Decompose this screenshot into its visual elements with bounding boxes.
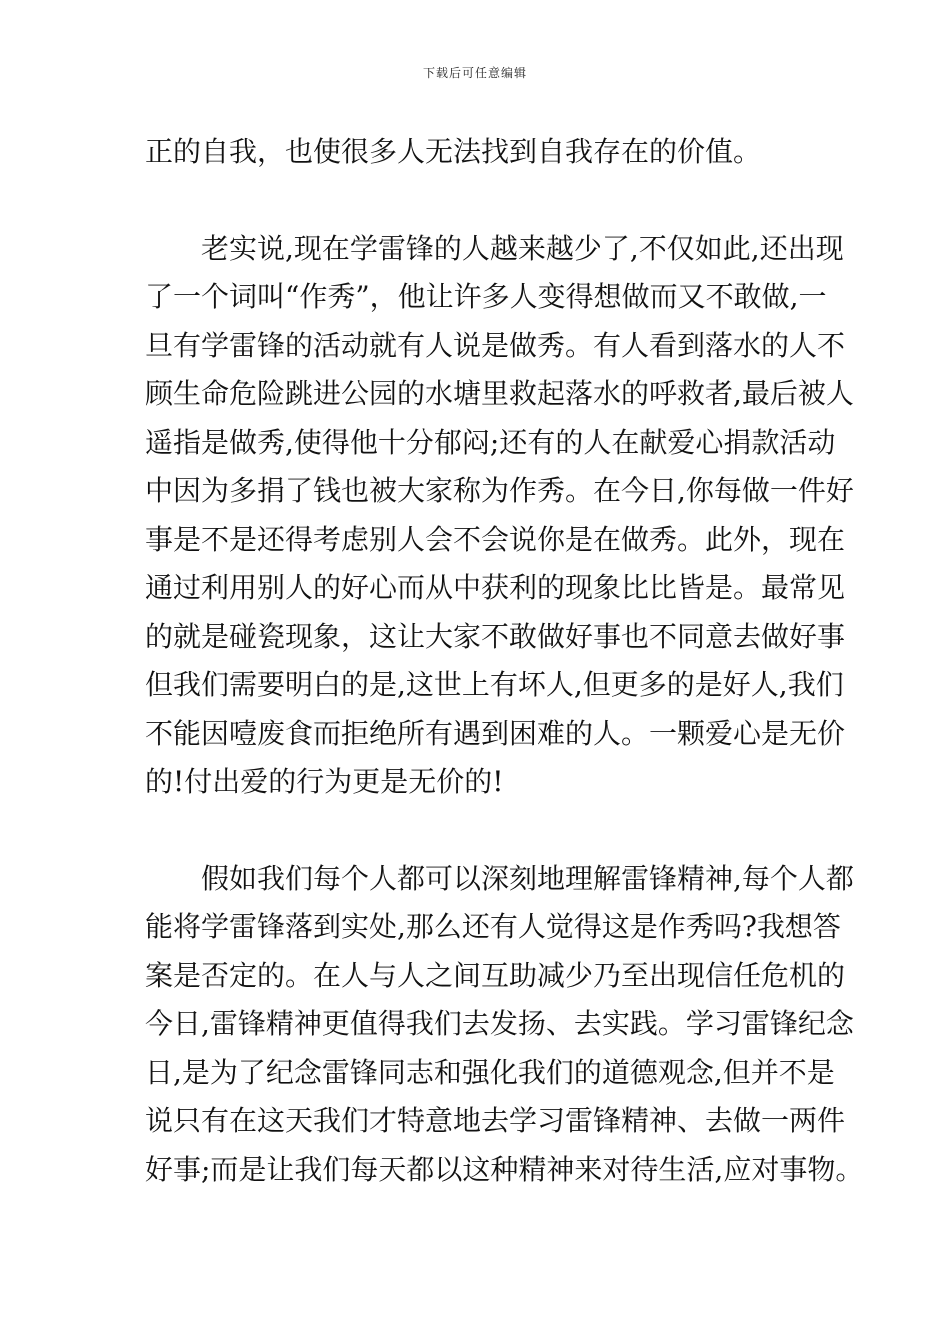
text-line: 今日,雷锋精神更值得我们去发扬、去实践。学习雷锋纪念 (145, 1007, 854, 1040)
document-body (145, 128, 864, 1194)
text-line: 不能因噎废食而拒绝所有遇到困难的人。一颗爱心是无价 (145, 716, 846, 750)
text-line: 正的自我，也使很多人无法找到自我存在的价值。 (145, 135, 762, 168)
text-line: 但我们需要明白的是,这世上有坏人,但更多的是好人,我们 (145, 668, 844, 701)
text-line: 案是否定的。在人与人之间互助减少乃至出现信任危机的 (145, 958, 846, 992)
text-line: 中因为多捐了钱也被大家称为作秀。在今日,你每做一件好 (145, 474, 854, 507)
text-line: 遥指是做秀,使得他十分郁闷;还有的人在献爱心捐款活动 (145, 425, 836, 459)
text-line: 好事;而是让我们每天都以这种精神来对待生活,应对事物。 (145, 1152, 864, 1186)
text-line: 老实说,现在学雷锋的人越来越少了,不仅如此,还出现 (145, 231, 844, 265)
paragraph-gap (145, 807, 825, 855)
text-line: 说只有在这天我们才特意地去学习雷锋精神、去做一两件 (145, 1104, 846, 1137)
text-line: 顾生命危险跳进公园的水塘里救起落水的呼救者,最后被人 (145, 377, 854, 410)
text-line: 事是不是还得考虑别人会不会说你是在做秀。此外，现在 (145, 522, 846, 556)
text-line: 日,是为了纪念雷锋同志和强化我们的道德观念,但并不是 (145, 1055, 835, 1089)
text-line: 旦有学雷锋的活动就有人说是做秀。有人看到落水的人不 (145, 328, 846, 362)
text-line: 能将学雷锋落到实处,那么还有人觉得这是作秀吗?我想答 (145, 910, 841, 943)
paragraph-2 (145, 225, 854, 807)
paragraph-1 (145, 128, 825, 177)
text-line: 假如我们每个人都可以深刻地理解雷锋精神,每个人都 (145, 861, 854, 895)
paragraph-gap (145, 177, 825, 225)
text-line: 的就是碰瓷现象，这让大家不敢做好事也不同意去做好事 (145, 619, 846, 653)
text-line: 通过利用别人的好心而从中获利的现象比比皆是。最常见 (145, 571, 846, 604)
text-line: 了一个词叫“作秀”，他让许多人变得想做而又不敢做,一 (145, 280, 827, 313)
paragraph-3 (145, 855, 864, 1195)
text-line: 的!付出爱的行为更是无价的! (145, 765, 504, 798)
page-header: 下载后可任意编辑 (422, 66, 527, 80)
